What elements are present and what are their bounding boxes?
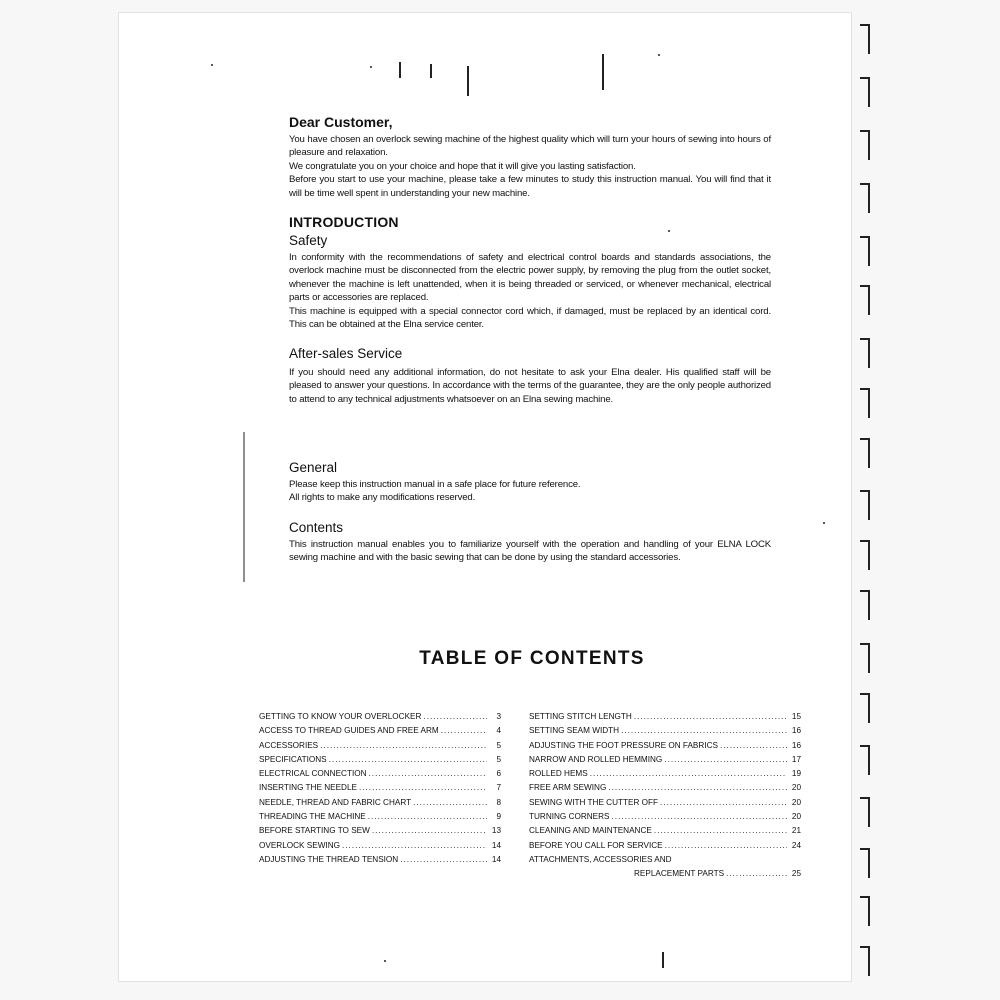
toc-entry-page: 14 xyxy=(491,840,501,850)
index-tab xyxy=(860,643,870,673)
welcome-paragraph: We congratulate you on your choice and hope that it will give you lasting satisfaction. xyxy=(289,160,636,172)
toc-entry xyxy=(529,867,801,881)
safety-paragraph: This machine is equipped with a special connector cord which, if damaged, must be replaced by an identical cord. This can be obtained at the Elna service center. xyxy=(289,305,771,331)
scan-mark xyxy=(668,230,670,232)
toc-entry-title: BEFORE YOU CALL FOR SERVICE xyxy=(529,840,663,850)
toc-entry-title: SETTING SEAM WIDTH xyxy=(529,726,620,736)
toc-entry-title: ACCESSORIES xyxy=(259,740,319,750)
toc-entry xyxy=(529,739,801,753)
toc-entry xyxy=(529,781,801,795)
index-tab xyxy=(860,438,870,468)
scan-mark xyxy=(662,952,664,968)
toc-leader xyxy=(369,767,487,781)
toc-entry-title: ADJUSTING THE FOOT PRESSURE ON FABRICS xyxy=(529,740,718,750)
safety-heading: Safety xyxy=(289,233,328,248)
toc-entry-page: 5 xyxy=(496,740,501,750)
toc-entry-title: BEFORE STARTING TO SEW xyxy=(259,826,370,836)
toc-leader xyxy=(413,796,487,810)
toc-entry xyxy=(529,753,801,767)
toc-entry-title: OVERLOCK SEWING xyxy=(259,840,340,850)
contents-section xyxy=(289,538,771,565)
toc-entry-page: 13 xyxy=(491,826,501,836)
toc-entry-title: ROLLED HEMS xyxy=(529,769,588,779)
toc-entry-page: 4 xyxy=(496,726,501,736)
toc-entry-title: ADJUSTING THE THREAD TENSION xyxy=(259,854,399,864)
scan-mark xyxy=(211,64,213,66)
toc-entry xyxy=(259,710,501,724)
toc-title: TABLE OF CONTENTS xyxy=(419,648,645,669)
toc-leader xyxy=(621,724,787,738)
scan-mark xyxy=(384,960,386,962)
safety-section xyxy=(289,251,771,331)
toc-entry-page: 9 xyxy=(496,812,501,822)
index-tab xyxy=(860,693,870,723)
toc-entry-page: 21 xyxy=(791,826,801,836)
toc-entry-title: SETTING STITCH LENGTH xyxy=(529,712,632,721)
toc-entry-title: NARROW AND ROLLED HEMMING xyxy=(529,754,663,764)
toc-entry-title: CLEANING AND MAINTENANCE xyxy=(529,826,652,836)
toc-leader xyxy=(664,753,787,767)
scan-mark xyxy=(823,522,825,524)
toc-entry-page: 20 xyxy=(791,797,801,807)
toc-entry-title: INSERTING THE NEEDLE xyxy=(259,783,357,793)
toc-entry-page: 20 xyxy=(791,812,801,822)
toc-entry-title: SEWING WITH THE CUTTER OFF xyxy=(529,797,659,807)
scan-mark xyxy=(243,432,245,582)
toc-entry-title: NEEDLE, THREAD AND FABRIC CHART xyxy=(259,797,412,807)
contents-paragraph: This instruction manual enables you to familiarize yourself with the operation and handling of your ELNA LOCK sewing machine and with the basic sewing that can be done by using the standard accessories. xyxy=(289,539,771,564)
toc-leader xyxy=(726,867,787,881)
toc-entry xyxy=(259,724,501,738)
toc-entry xyxy=(529,824,801,838)
toc-entry xyxy=(259,753,501,767)
toc-entry-page: 8 xyxy=(496,797,501,807)
after-sales-section xyxy=(289,366,771,406)
scan-mark xyxy=(658,54,660,56)
toc-entry xyxy=(259,839,501,853)
toc-entry-page: 16 xyxy=(791,726,801,736)
introduction-heading: INTRODUCTION xyxy=(289,214,399,230)
welcome-text xyxy=(289,133,771,200)
index-tab xyxy=(860,183,870,213)
index-tab xyxy=(860,540,870,570)
toc-leader xyxy=(665,839,787,853)
toc-leader xyxy=(342,839,487,853)
general-section xyxy=(289,478,771,505)
index-tab xyxy=(860,946,870,976)
toc-leader xyxy=(400,853,487,867)
index-tab xyxy=(860,490,870,520)
index-tab xyxy=(860,77,870,107)
toc-leader xyxy=(720,739,787,753)
toc-entry-title: GETTING TO KNOW YOUR OVERLOCKER xyxy=(259,712,422,721)
toc-entry xyxy=(529,796,801,810)
toc-leader xyxy=(654,824,787,838)
toc-entry xyxy=(529,839,801,853)
scan-mark xyxy=(467,66,469,96)
toc-entry-page: 14 xyxy=(491,854,501,864)
toc-entry-page: 17 xyxy=(791,754,801,764)
toc-entry xyxy=(259,853,501,867)
toc-leader xyxy=(329,753,487,767)
index-tab xyxy=(860,388,870,418)
after-sales-heading: After-sales Service xyxy=(289,346,403,361)
toc-entry xyxy=(259,824,501,838)
toc-entry-title: ACCESS TO THREAD GUIDES AND FREE ARM xyxy=(259,726,439,736)
toc-leader xyxy=(660,796,787,810)
toc-entry-page: 24 xyxy=(791,840,801,850)
welcome-paragraph: Before you start to use your machine, please take a few minutes to study this instruction manual. You will find that it will be time well spent in understanding your new machine. xyxy=(289,174,771,199)
toc-entry-page: 25 xyxy=(791,869,801,879)
greeting: Dear Customer, xyxy=(289,114,393,130)
toc-entry-title: ATTACHMENTS, ACCESSORIES AND xyxy=(529,854,672,864)
scan-mark xyxy=(430,64,432,78)
toc-entry xyxy=(259,739,501,753)
scan-mark xyxy=(399,62,401,78)
toc-entry-page: 19 xyxy=(791,769,801,779)
toc-leader xyxy=(372,824,487,838)
index-tab xyxy=(860,24,870,54)
general-line: All rights to make any modifications reserved. xyxy=(289,492,476,504)
index-tab xyxy=(860,338,870,368)
toc-entry xyxy=(259,810,501,824)
toc-entry-title: REPLACEMENT PARTS xyxy=(634,869,725,879)
index-tab xyxy=(860,590,870,620)
toc-entry-page: 3 xyxy=(496,712,501,721)
toc-entry-title: FREE ARM SEWING xyxy=(529,783,607,793)
index-tab xyxy=(860,797,870,827)
toc-leader xyxy=(368,810,487,824)
index-tab xyxy=(860,848,870,878)
toc-leader xyxy=(590,767,787,781)
index-tab xyxy=(860,745,870,775)
scan-mark xyxy=(602,54,604,90)
toc-leader xyxy=(320,739,487,753)
toc-entry-page: 6 xyxy=(496,769,501,779)
toc-entry xyxy=(259,767,501,781)
toc-entry-title: ELECTRICAL CONNECTION xyxy=(259,769,367,779)
toc-leader xyxy=(608,781,787,795)
after-sales-paragraph: If you should need any additional information, do not hesitate to ask your Elna dealer. His qualified staff will be pleased to answer your questions. In accordance with the terms of the guarantee, they are the only people authorized to attend to any technical adjustments whatsoever on an Elna sewing machine. xyxy=(289,367,771,405)
toc-leader xyxy=(612,810,787,824)
toc-entry xyxy=(259,796,501,810)
toc-leader xyxy=(634,710,787,724)
toc-entry xyxy=(529,810,801,824)
general-line: Please keep this instruction manual in a safe place for future reference. xyxy=(289,479,581,490)
toc-entry xyxy=(529,724,801,738)
index-tab xyxy=(860,130,870,160)
toc-entry-title: TURNING CORNERS xyxy=(529,812,610,822)
index-tab xyxy=(860,896,870,926)
toc-entry xyxy=(529,767,801,781)
general-heading: General xyxy=(289,460,338,475)
toc-entry-page: 5 xyxy=(496,754,501,764)
scan-mark xyxy=(370,66,372,68)
toc-left-column xyxy=(259,710,501,867)
toc-entry xyxy=(529,853,801,867)
toc-entry xyxy=(259,781,501,795)
toc-entry-page: 20 xyxy=(791,783,801,793)
toc-entry-page: 7 xyxy=(496,783,501,793)
toc-leader xyxy=(359,781,487,795)
toc-entry-title: THREADING THE MACHINE xyxy=(259,812,366,822)
welcome-paragraph: You have chosen an overlock sewing machine of the highest quality which will turn your hours of sewing into hours of pleasure and relaxation. xyxy=(289,134,771,159)
toc-leader xyxy=(441,724,487,738)
toc-entry xyxy=(529,710,801,724)
toc-entry-page: 15 xyxy=(791,712,801,721)
toc-entry-title: SPECIFICATIONS xyxy=(259,754,327,764)
toc-leader xyxy=(423,710,487,724)
index-tab xyxy=(860,236,870,266)
toc-right-column xyxy=(529,710,801,882)
safety-paragraph: In conformity with the recommendations of safety and electrical control boards and standards associations, the overlock machine must be disconnected from the electric power supply, by removing the plug from the outlet socket, whenever the machine is left unattended, when it is being threaded or serviced, or whenever mechanical, electrical parts or accessories are replaced. xyxy=(289,252,771,304)
toc-entry-page: 16 xyxy=(791,740,801,750)
index-tab xyxy=(860,285,870,315)
contents-heading: Contents xyxy=(289,520,344,535)
